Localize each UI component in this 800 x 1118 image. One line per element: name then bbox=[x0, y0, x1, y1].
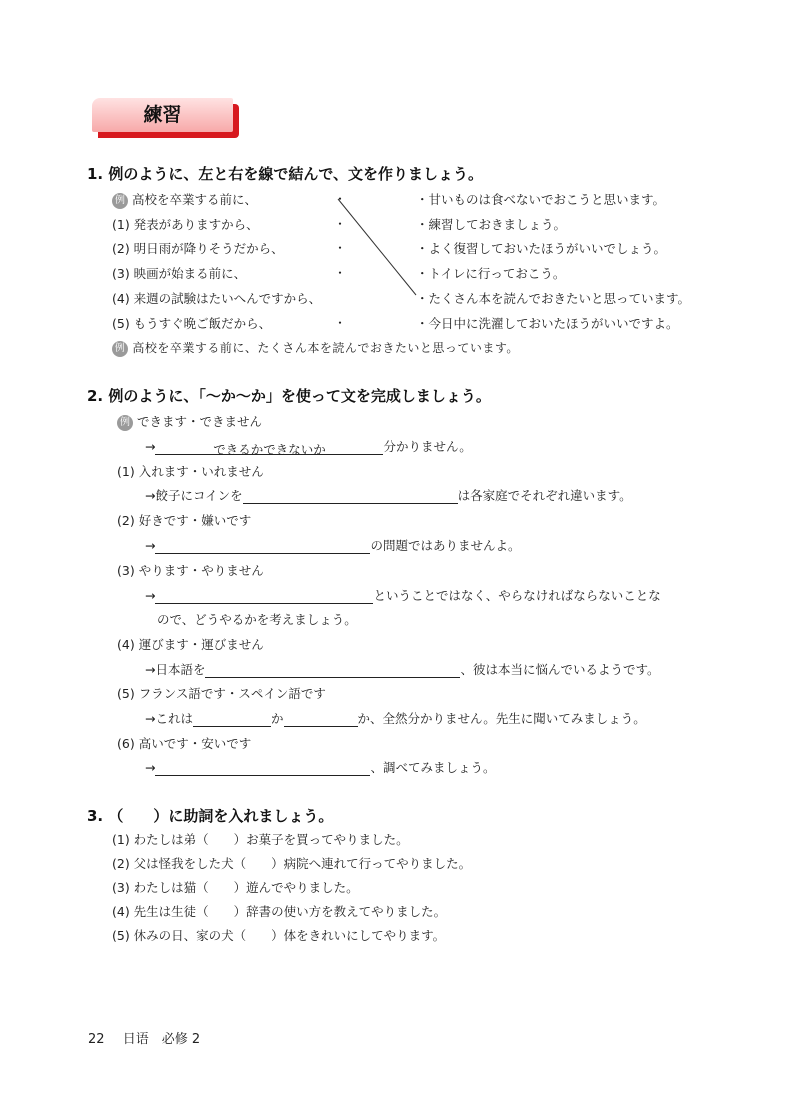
q3-item-2: (2) 父は怪我をした犬（ ）病院へ連れて行ってやりました。 bbox=[112, 856, 472, 871]
line-after: は各家庭でそれぞれ違います。 bbox=[457, 488, 632, 503]
q1-example-answer bbox=[112, 339, 519, 357]
line-before: → bbox=[145, 538, 156, 553]
item-number: (3) bbox=[117, 563, 135, 578]
arrow: → bbox=[145, 439, 156, 454]
item-pair: 好きです・嫌いです bbox=[138, 513, 252, 528]
item-number: (4) bbox=[117, 637, 135, 652]
q2-item-2-line bbox=[145, 536, 521, 554]
q2-item-3-line bbox=[145, 586, 661, 604]
line-before: →日本語を bbox=[145, 662, 206, 677]
q1-left-5: (5) もうすぐ晩ご飯だから、 bbox=[112, 316, 272, 331]
line-before: →餃子にコインを bbox=[145, 488, 243, 503]
answer-blank[interactable] bbox=[243, 489, 458, 504]
example-badge: 例 bbox=[112, 341, 128, 357]
q2-item-1-line bbox=[145, 486, 632, 504]
q2-item-6-line bbox=[145, 758, 496, 776]
answer-blank[interactable] bbox=[193, 712, 271, 727]
answer-blank[interactable] bbox=[284, 712, 358, 727]
item-pair: 入れます・いれません bbox=[138, 464, 264, 479]
q1-left-dot: ・ bbox=[334, 192, 347, 206]
answer-blank[interactable] bbox=[205, 663, 460, 678]
line-after: の問題ではありませんよ。 bbox=[370, 538, 521, 553]
page-footer bbox=[88, 1028, 200, 1047]
q1-right-3: ・よく復習しておいたほうがいいでしょう。 bbox=[416, 241, 667, 256]
q3-item-3: (3) わたしは猫（ ）遊んでやりました。 bbox=[112, 880, 359, 895]
q1-right-2: ・練習しておきましょう。 bbox=[416, 217, 567, 232]
line-before: →これは bbox=[145, 711, 193, 726]
q1-example-answer-text: 高校を卒業する前に、たくさん本を読んでおきたいと思っています。 bbox=[132, 341, 519, 355]
q3-item-4: (4) 先生は生徒（ ）辞書の使い方を教えてやりました。 bbox=[112, 904, 447, 919]
q2-example-pair: できます・できません bbox=[136, 414, 262, 429]
q1-right-5: ・たくさん本を読んでおきたいと思っています。 bbox=[416, 291, 691, 306]
section-title: 練習 bbox=[92, 98, 233, 132]
q1-left-4: (4) 来週の試験はたいへんですから、 bbox=[112, 291, 322, 306]
q2-example-after: 分かりません。 bbox=[383, 439, 472, 454]
q1-right-4: ・トイレに行っておこう。 bbox=[416, 266, 566, 281]
q2-item-5-line bbox=[145, 709, 646, 727]
q2-example bbox=[117, 412, 262, 431]
answer-blank[interactable] bbox=[155, 589, 373, 604]
q1-left-2: (2) 明日雨が降りそうだから、 bbox=[112, 241, 284, 256]
q1-example-connecting-line bbox=[330, 195, 430, 305]
item-number: (5) bbox=[117, 686, 135, 701]
item-number: (6) bbox=[117, 736, 135, 751]
q1-left-dot: ・ bbox=[334, 241, 347, 255]
item-number: (1) bbox=[117, 464, 135, 479]
q2-item-2 bbox=[117, 511, 251, 529]
q2-item-6 bbox=[117, 734, 251, 752]
example-badge: 例 bbox=[117, 415, 133, 431]
q2-item-3 bbox=[117, 561, 264, 579]
q2-item-3-cont: ので、どうやるかを考えましょう。 bbox=[157, 612, 357, 627]
book-title: 日语 必修 2 bbox=[122, 1032, 201, 1047]
item-pair: フランス語です・スペイン語です bbox=[138, 686, 326, 701]
q2-item-1 bbox=[117, 462, 264, 480]
q1-left-example bbox=[112, 190, 257, 209]
q2-item-5 bbox=[117, 684, 326, 702]
item-pair: 高いです・安いです bbox=[138, 736, 252, 751]
q1-left-text: 高校を卒業する前に、 bbox=[131, 192, 257, 207]
q2-heading: 2. 例のように、「～か～か」を使って文を完成しましょう。 bbox=[87, 387, 491, 405]
section-badge bbox=[92, 98, 233, 136]
item-number: (2) bbox=[117, 513, 135, 528]
example-badge: 例 bbox=[112, 193, 128, 209]
line-after: 、彼は本当に悩んでいるようです。 bbox=[460, 662, 660, 677]
q1-right-6: ・今日中に洗濯しておいたほうがいいですよ。 bbox=[416, 316, 679, 331]
line-after: 、調べてみましょう。 bbox=[370, 760, 496, 775]
line-mid: か bbox=[270, 711, 284, 726]
page-number: 22 bbox=[88, 1032, 105, 1047]
q2-example-fill: できるかできないか bbox=[155, 440, 383, 455]
line-after: ということではなく、やらなければならないことな bbox=[373, 588, 661, 603]
answer-blank[interactable] bbox=[155, 761, 370, 776]
q3-item-5: (5) 休みの日、家の犬（ ）体をきれいにしてやります。 bbox=[112, 928, 446, 943]
q1-left-1: (1) 発表がありますから、 bbox=[112, 217, 259, 232]
item-pair: やります・やりません bbox=[138, 563, 264, 578]
q3-item-1: (1) わたしは弟（ ）お菓子を買ってやりました。 bbox=[112, 832, 409, 847]
line-before: → bbox=[145, 588, 156, 603]
q2-item-4 bbox=[117, 635, 264, 653]
answer-blank[interactable] bbox=[155, 539, 370, 554]
q2-example-line bbox=[145, 437, 472, 455]
q2-item-4-line bbox=[145, 660, 660, 678]
q1-left-dot: ・ bbox=[334, 217, 347, 231]
line-after: か、全然分かりません。先生に聞いてみましょう。 bbox=[357, 711, 646, 726]
q1-right-1: ・甘いものは食べないでおこうと思います。 bbox=[416, 192, 666, 207]
q3-heading: 3. （ ）に助詞を入れましょう。 bbox=[87, 807, 334, 825]
line-before: → bbox=[145, 760, 156, 775]
q1-left-dot: ・ bbox=[334, 316, 347, 330]
item-pair: 運びます・運びません bbox=[138, 637, 264, 652]
q1-left-dot: ・ bbox=[334, 266, 347, 280]
q1-heading: 1. 例のように、左と右を線で結んで、文を作りましょう。 bbox=[87, 165, 484, 183]
q1-left-3: (3) 映画が始まる前に、 bbox=[112, 266, 247, 281]
